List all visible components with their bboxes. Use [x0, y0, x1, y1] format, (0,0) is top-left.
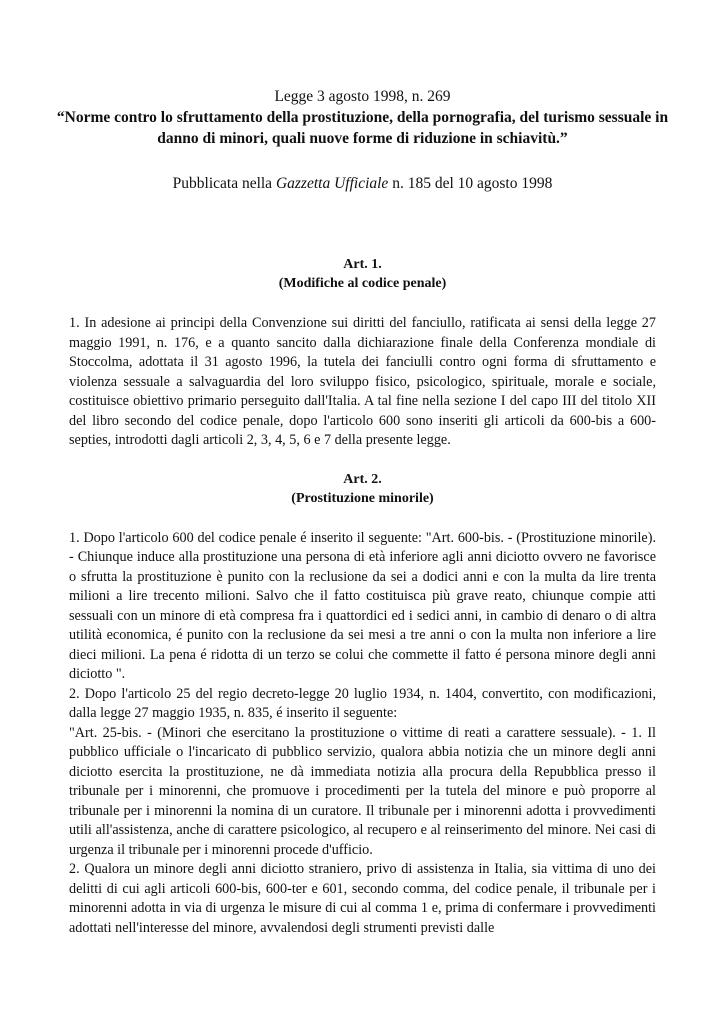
publication-prefix: Pubblicata nella: [172, 175, 276, 192]
article-paragraph: 2. Dopo l'articolo 25 del regio decreto-legge 20 luglio 1934, n. 1404, convertito, con modificazioni, dalla legge 27 maggio 1935, n. 835, é inserito il seguente:: [69, 685, 656, 721]
publication-note: [40, 173, 685, 194]
article-1: [69, 255, 656, 451]
article-number: Art. 1.: [343, 257, 382, 272]
document-body: [69, 255, 656, 938]
law-title: Legge 3 agosto 1998, n. 269: [274, 88, 451, 105]
article-paragraph: 1. Dopo l'articolo 600 del codice penale é inserito il seguente: "Art. 600-bis. - (Prostituzione minorile). - Chiunque induce alla prostituzione una persona di età inferiore agli anni diciotto ovvero ne favorisce o sfrutta la prostituzione è punito con la reclusione da sei a dodici anni e con la multa da lire trenta milioni a lire trecento milioni. Salvo che il fatto costituisca più grave reato, chiunque compie atti sessuali con un minore di età compresa fra i quattordici ed i sedici anni, in cambio di denaro o di altra utilità economica, é punito con la reclusione da sei mesi a tre anni o con la multa non inferiore a lire dieci milioni. La pena é ridotta di un terzo se colui che commette il fatto é persona minore degli anni diciotto ".: [69, 529, 656, 682]
article-paragraph: 2. Qualora un minore degli anni diciotto straniero, privo di assistenza in Italia, sia vittima di uno dei delitti di cui agli articoli 600-bis, 600-ter e 601, secondo comma, del codice penale, il tribunale per i minorenni adotta in via di urgenza le misure di cui al comma 1 e, prima di confermare i provvedimenti adottati nell'interesse del minore, avvalendosi degli strumenti previsti dalle: [69, 861, 656, 936]
article-2: [69, 470, 656, 939]
publication-journal: Gazzetta Ufficiale: [275, 175, 389, 192]
publication-suffix: n. 185 del 10 agosto 1998: [388, 175, 553, 192]
article-title: (Modifiche al codice penale): [278, 276, 447, 291]
article-title: (Prostituzione minorile): [291, 490, 434, 506]
article-paragraph: 1. In adesione ai principi della Convenzione sui diritti del fanciullo, ratificata ai sensi della legge 27 maggio 1991, n. 176, e a quanto sancito dalla dichiarazione finale della Conferenza mondiale di Stoccolma, adottata il 31 agosto 1996, la tutela dei fanciulli contro ogni forma di sfruttamento e violenza sessuale a salvaguardia del loro sviluppo fisico, psicologico, spirituale, morale e sociale, costituisce obiettivo primario perseguito dall'Italia. A tal fine nella sezione I del capo III del titolo XII del libro secondo del codice penale, dopo l'articolo 600 sono inseriti gli articoli da 600-bis a 600-septies, introdotti dagli articoli 2, 3, 4, 5, 6 e 7 della presente legge.: [69, 315, 656, 448]
law-subtitle: “Norme contro lo sfruttamento della prostituzione, della pornografia, del turismo sessuale in danno di minori, quali nuove forme di riduzione in schiavitù.”: [56, 109, 669, 147]
document-header: [40, 86, 685, 194]
article-number: Art. 2.: [343, 471, 382, 487]
article-paragraph: "Art. 25-bis. - (Minori che esercitano la prostituzione o vittime di reati a carattere sessuale). - 1. Il pubblico ufficiale o l'incaricato di pubblico servizio, qualora abbia notizia che un minore degli anni diciotto esercita la prostituzione, ne dà immediata notizia alla procura della Repubblica presso il tribunale per i minorenni, che promuove i procedimenti per la tutela del minore e può proporre al tribunale per i minorenni la nomina di un curatore. Il tribunale per i minorenni adotta i provvedimenti utili all'assistenza, anche di carattere psicologico, al recupero e al reinserimento del minore. Nei casi di urgenza il tribunale per i minorenni procede d'ufficio.: [69, 724, 656, 858]
